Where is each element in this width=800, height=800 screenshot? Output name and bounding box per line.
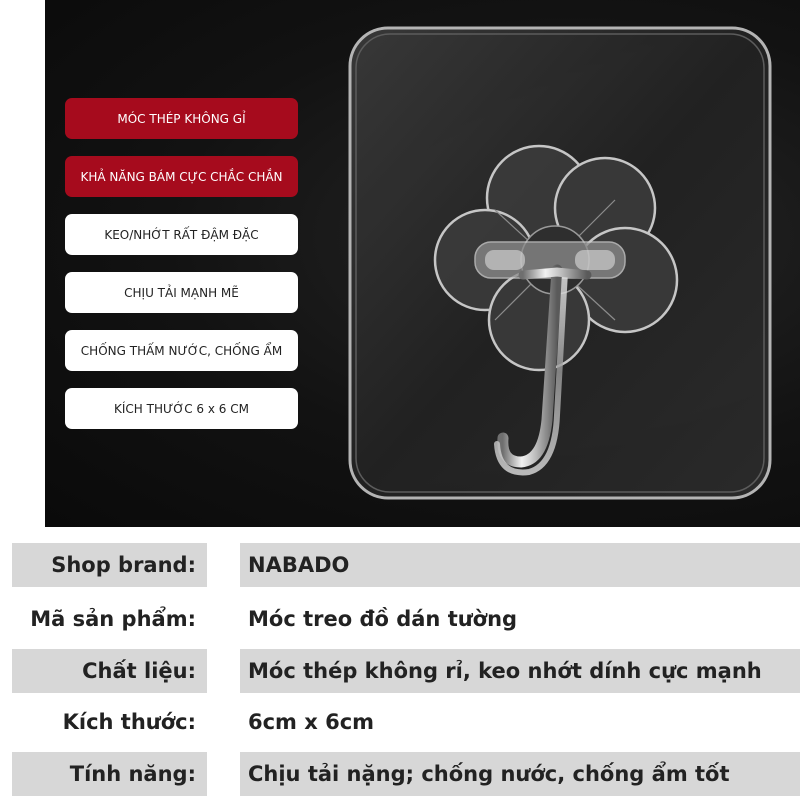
spec-label: Kích thước:	[62, 710, 196, 734]
spec-label: Shop brand:	[51, 553, 196, 577]
spec-value: Móc thép không rỉ, keo nhớt dính cực mạnh	[248, 659, 762, 683]
spec-value: Móc treo đồ dán tường	[248, 607, 518, 631]
feature-badge-size: KÍCH THƯỚC 6 x 6 CM	[65, 388, 298, 429]
spec-row-material	[0, 649, 800, 693]
spec-label: Tính năng:	[69, 762, 196, 786]
spec-row-features	[0, 752, 800, 796]
spec-label: Chất liệu:	[82, 659, 196, 683]
spec-value: Chịu tải nặng; chống nước, chống ẩm tốt	[248, 762, 730, 786]
spec-row-product-code	[0, 597, 800, 641]
feature-badge-load-bearing: CHỊU TẢI MẠNH MẼ	[65, 272, 298, 313]
spec-row-size	[0, 700, 800, 744]
product-hero-image	[45, 0, 800, 527]
feature-badge-stainless-hook: MÓC THÉP KHÔNG GỈ	[65, 98, 298, 139]
spec-row-brand	[0, 543, 800, 587]
feature-badge-thick-adhesive: KEO/NHỚT RẤT ĐẬM ĐẶC	[65, 214, 298, 255]
feature-badge-strong-grip: KHẢ NĂNG BÁM CỰC CHẮC CHẮN	[65, 156, 298, 197]
spec-value: 6cm x 6cm	[248, 710, 375, 734]
spec-label: Mã sản phẩm:	[30, 607, 196, 631]
spec-value: NABADO	[248, 553, 350, 577]
feature-badge-waterproof: CHỐNG THẤM NƯỚC, CHỐNG ẨM	[65, 330, 298, 371]
adhesive-hook-illustration	[325, 20, 795, 520]
